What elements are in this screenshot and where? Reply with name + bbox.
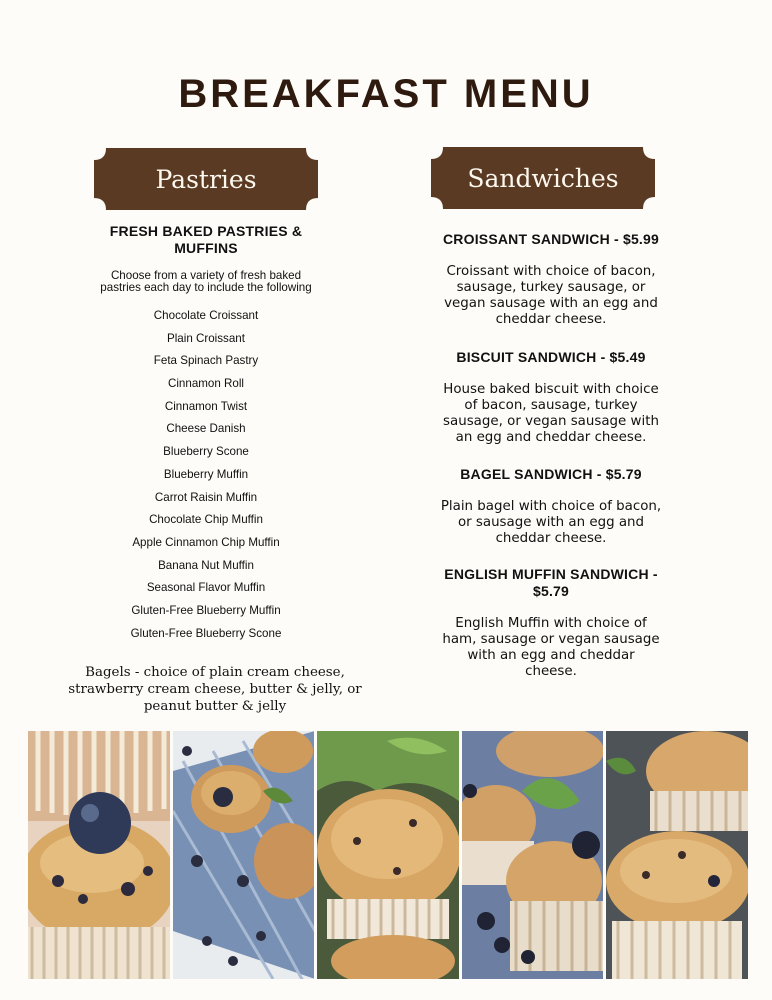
pastry-item: Carrot Raisin Muffin [154, 490, 258, 504]
pastry-item: Chocolate Croissant [153, 309, 259, 322]
pastry-item: Cinnamon Roll [167, 377, 245, 391]
pastry-item: Plain Croissant [167, 331, 245, 345]
sandwich-description: English Muffin with choice of ham, sausage or vegan sausage with an egg and cheddar cheese. [442, 616, 660, 679]
pastries-banner [94, 148, 318, 210]
pastry-item: Seasonal Flavor Muffin [146, 581, 266, 595]
pastry-item: Apple Cinnamon Chip Muffin [132, 535, 280, 549]
blueberry-muffin-photo [28, 731, 170, 979]
pastry-item: Blueberry Muffin [163, 467, 249, 481]
sandwich-description: Croissant with choice of bacon, sausage, turkey sausage, or vegan sausage with an egg and cheddar cheese. [444, 264, 658, 327]
sandwich-name: ENGLISH MUFFIN SANDWICH - $5.79 [444, 566, 658, 599]
pastries-section [90, 223, 322, 645]
muffins-with-mint-photo [462, 731, 604, 979]
sandwich-name: CROISSANT SANDWICH - $5.99 [442, 231, 659, 247]
muffin-on-tray-photo [606, 731, 748, 979]
pastry-item: Banana Nut Muffin [158, 558, 254, 572]
sandwiches-banner-label: Sandwiches [467, 163, 619, 193]
sandwiches-section [440, 231, 662, 680]
pastry-item: Gluten-Free Blueberry Muffin [131, 603, 281, 617]
pastry-item: Cinnamon Twist [164, 399, 248, 413]
pastry-item: Cheese Danish [166, 422, 246, 436]
pastry-item: Gluten-Free Blueberry Scone [130, 626, 282, 640]
sandwiches-banner [431, 147, 655, 209]
sandwich-description: House baked biscuit with choice of bacon, sausage, turkey sausage, or vegan sausage with an egg and cheddar cheese. [443, 382, 659, 445]
pastries-intro: Choose from a variety of fresh baked pastries each day to include the following [100, 269, 312, 294]
sandwich-description: Plain bagel with choice of bacon, or sausage with an egg and cheddar cheese. [440, 499, 662, 546]
bagels-note: Bagels - choice of plain cream cheese, strawberry cream cheese, butter & jelly, or peanut butter & jelly [68, 665, 362, 714]
pastries-heading: FRESH BAKED PASTRIES & MUFFINS [109, 223, 303, 256]
pastry-item: Blueberry Scone [163, 445, 249, 459]
pastries-list [90, 305, 322, 645]
photo-strip [28, 731, 748, 979]
sandwich-name: BAGEL SANDWICH - $5.79 [460, 466, 642, 482]
pastry-item: Chocolate Chip Muffin [149, 513, 263, 527]
pastries-banner-label: Pastries [155, 164, 257, 194]
pastry-item: Feta Spinach Pastry [153, 354, 259, 368]
menu-title: BREAKFAST MENU [178, 72, 594, 116]
muffin-closeup-photo [317, 731, 459, 979]
sandwich-name: BISCUIT SANDWICH - $5.49 [456, 349, 646, 365]
muffins-on-cloth-photo [173, 731, 315, 979]
